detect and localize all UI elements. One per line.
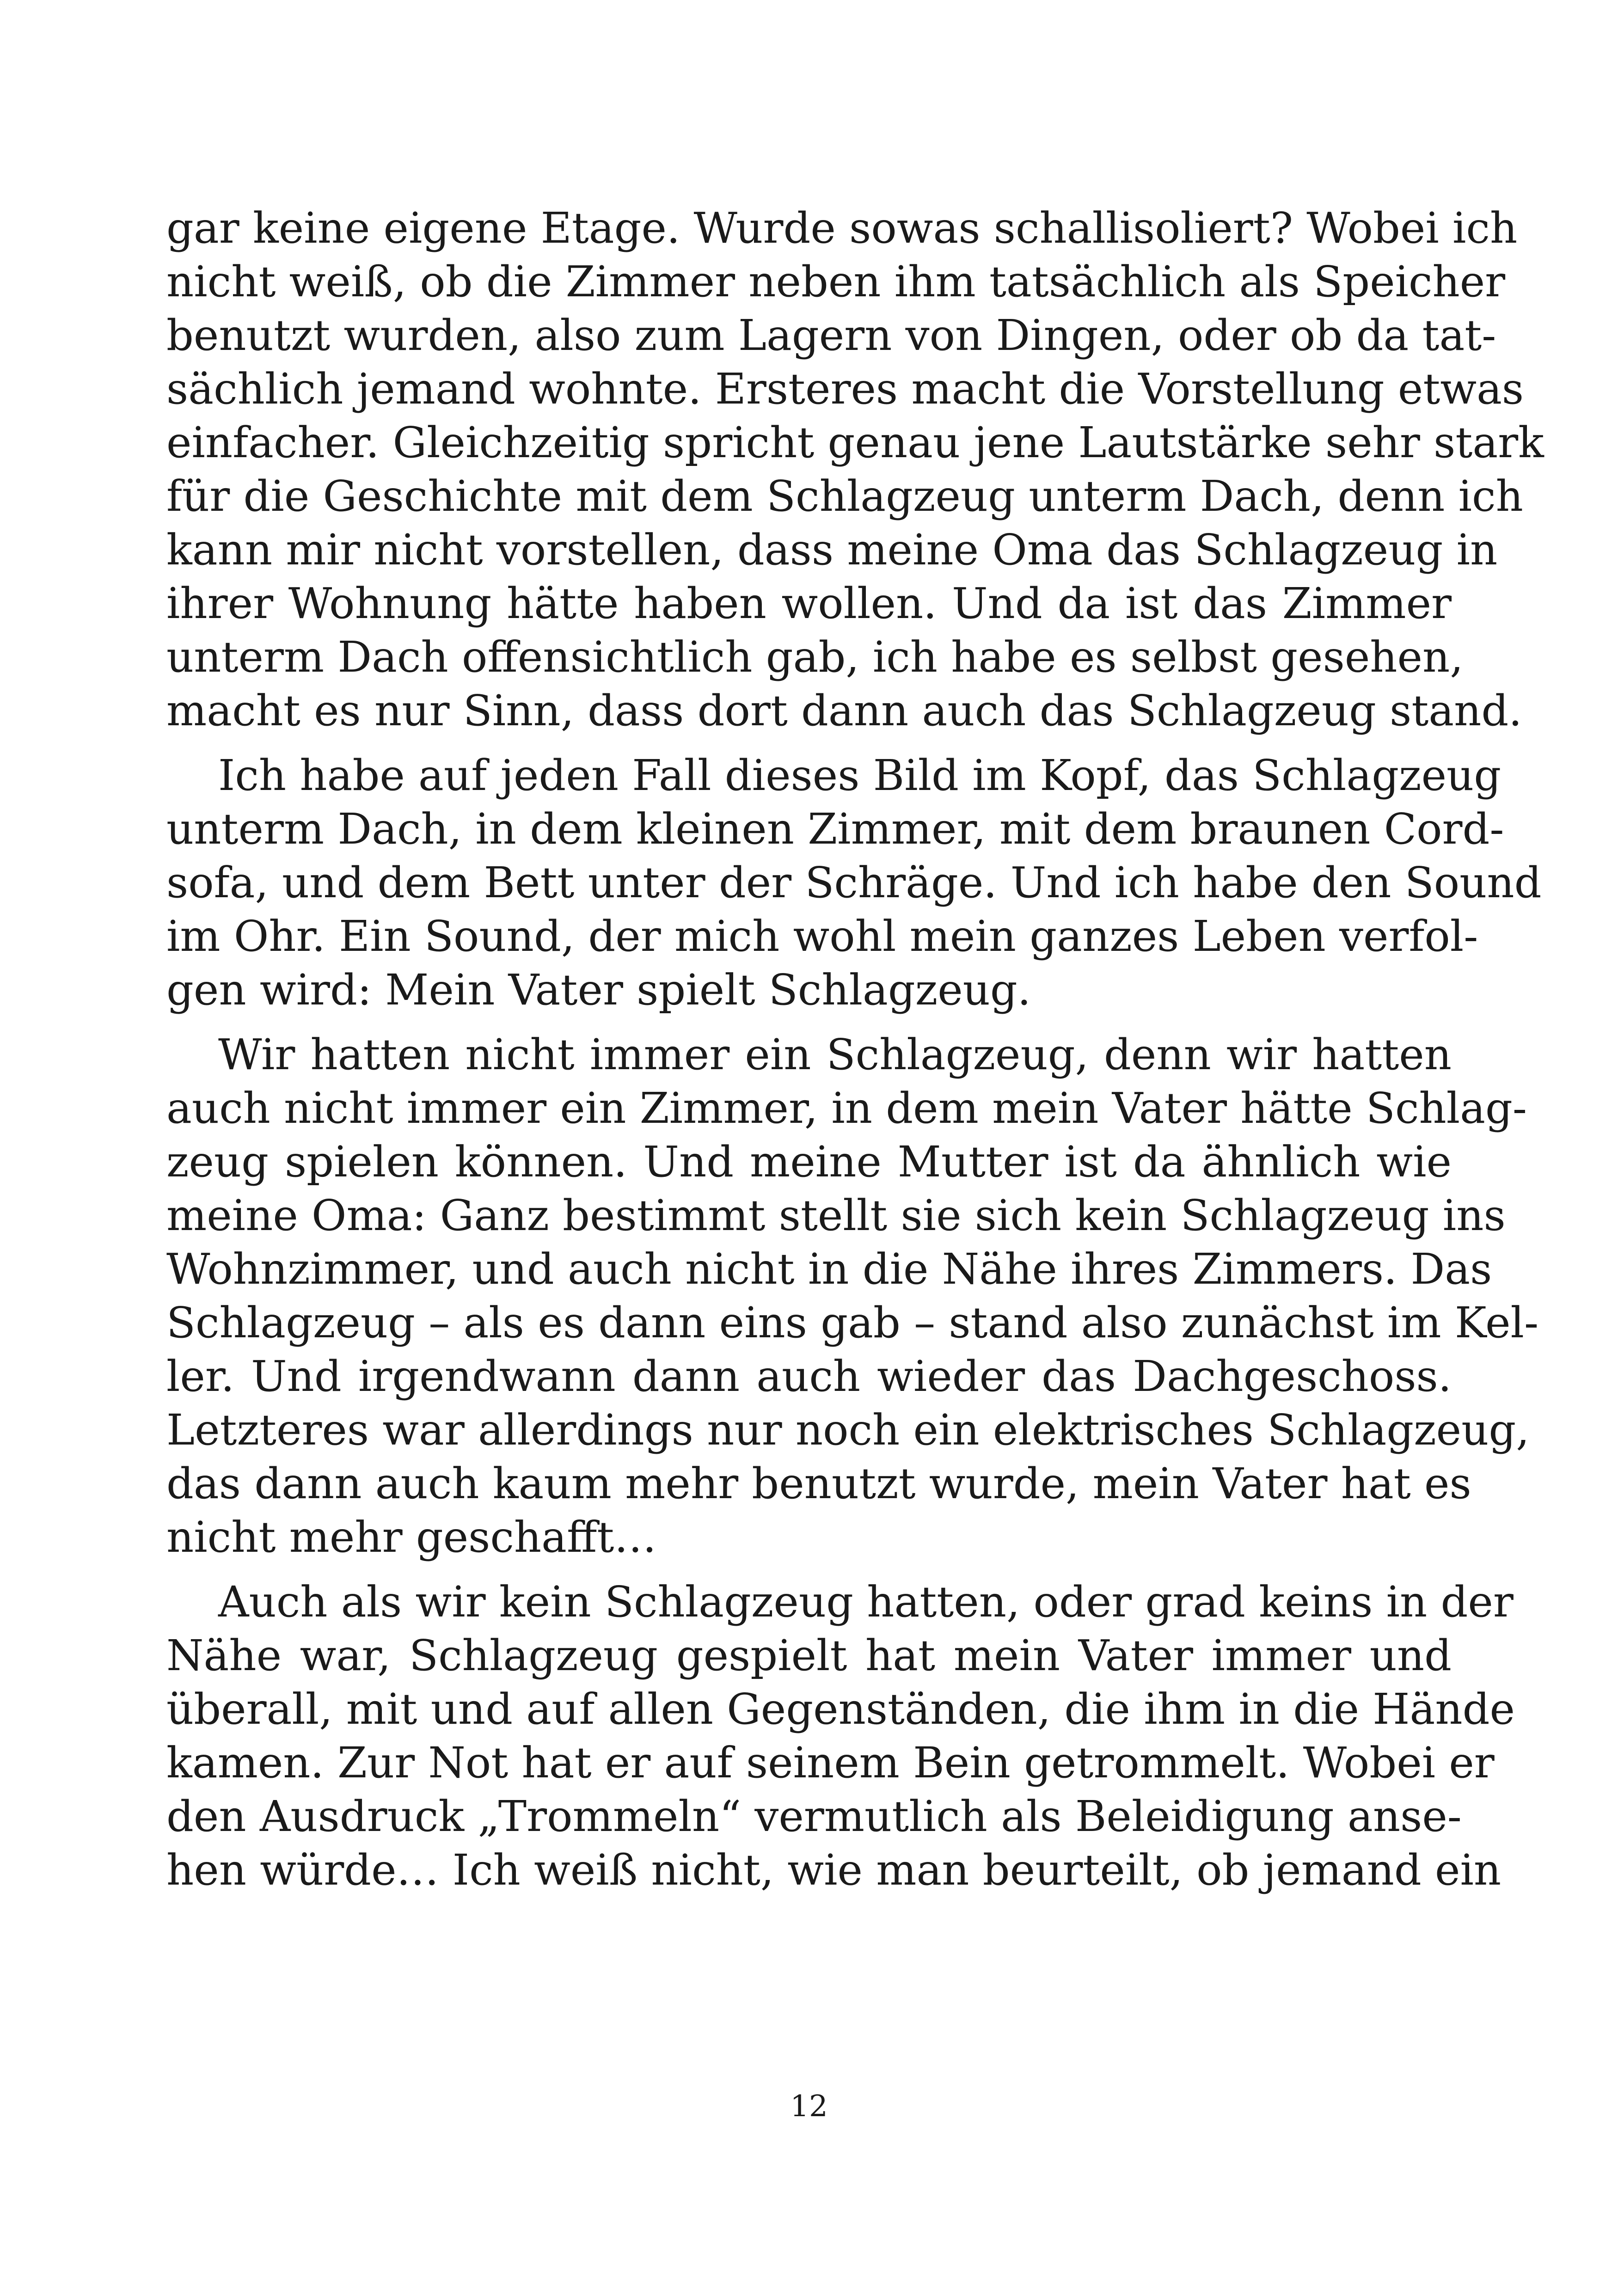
text-line: das dann auch kaum mehr benutzt wurde, mein Vater hat es — [166, 1459, 1471, 1508]
text-line: Wir hatten nicht immer ein Schlagzeug, denn wir hatten — [218, 1030, 1452, 1079]
text-line: unterm Dach offensichtlich gab, ich habe es selbst gesehen, — [166, 632, 1464, 682]
text-line: ihrer Wohnung hätte haben wollen. Und da ist das Zimmer — [166, 579, 1452, 628]
body-text — [166, 202, 1544, 1908]
text-line: Wohnzimmer, und auch nicht in die Nähe ihres Zimmers. Das — [166, 1244, 1492, 1294]
text-line: Schlagzeug – als es dann eins gab – stand also zunächst im Kel- — [166, 1298, 1539, 1347]
paragraph — [166, 749, 1542, 1017]
text-line: sächlich jemand wohnte. Ersteres macht die Vorstellung etwas — [166, 364, 1524, 414]
text-line: sofa, und dem Bett unter der Schräge. Und ich habe den Sound — [166, 858, 1542, 907]
text-line: unterm Dach, in dem kleinen Zimmer, mit dem braunen Cord- — [166, 804, 1504, 854]
page-number: 12 — [790, 2089, 828, 2124]
text-line: ler. Und irgendwann dann auch wieder das Dachgeschoss. — [166, 1352, 1452, 1401]
text-line: kann mir nicht vorstellen, dass meine Oma das Schlagzeug in — [166, 525, 1498, 575]
text-line: hen würde… Ich weiß nicht, wie man beurteilt, ob jemand ein — [166, 1845, 1502, 1895]
text-line: meine Oma: Ganz bestimmt stellt sie sich kein Schlagzeug ins — [166, 1191, 1506, 1240]
text-line: kamen. Zur Not hat er auf seinem Bein getrommelt. Wobei er — [166, 1738, 1495, 1788]
text-line: Ich habe auf jeden Fall dieses Bild im Kopf, das Schlagzeug — [218, 751, 1502, 800]
text-line: Letzteres war allerdings nur noch ein elektrisches Schlagzeug, — [166, 1405, 1530, 1455]
text-line: für die Geschichte mit dem Schlagzeug unterm Dach, denn ich — [166, 471, 1523, 521]
text-line: überall, mit und auf allen Gegenständen, die ihm in die Hände — [166, 1684, 1515, 1734]
text-line: einfacher. Gleichzeitig spricht genau jene Lautstärke sehr stark — [166, 418, 1544, 467]
text-line: benutzt wurden, also zum Lagern von Dingen, oder ob da tat- — [166, 311, 1496, 360]
text-line: nicht weiß, ob die Zimmer neben ihm tatsächlich als Speicher — [166, 257, 1506, 306]
paragraph — [166, 202, 1544, 738]
text-line: gen wird: Mein Vater spielt Schlagzeug. — [166, 965, 1031, 1015]
text-line: im Ohr. Ein Sound, der mich wohl mein ganzes Leben verfol- — [166, 912, 1478, 961]
text-line: auch nicht immer ein Zimmer, in dem mein Vater hätte Schlag- — [166, 1084, 1527, 1133]
text-line: nicht mehr geschafft… — [166, 1512, 657, 1562]
paragraph — [166, 1028, 1539, 1564]
text-line: Nähe war, Schlagzeug gespielt hat mein Vater immer und — [166, 1631, 1452, 1680]
paragraph — [166, 1575, 1515, 1897]
text-line: gar keine eigene Etage. Wurde sowas schallisoliert? Wobei ich — [166, 203, 1518, 253]
text-line: den Ausdruck „Trommeln“ vermutlich als Beleidigung anse- — [166, 1792, 1462, 1841]
text-line: Auch als wir kein Schlagzeug hatten, oder grad keins in der — [218, 1577, 1514, 1627]
text-line: zeug spielen können. Und meine Mutter ist da ähnlich wie — [166, 1137, 1452, 1187]
text-line: macht es nur Sinn, dass dort dann auch das Schlagzeug stand. — [166, 686, 1522, 735]
